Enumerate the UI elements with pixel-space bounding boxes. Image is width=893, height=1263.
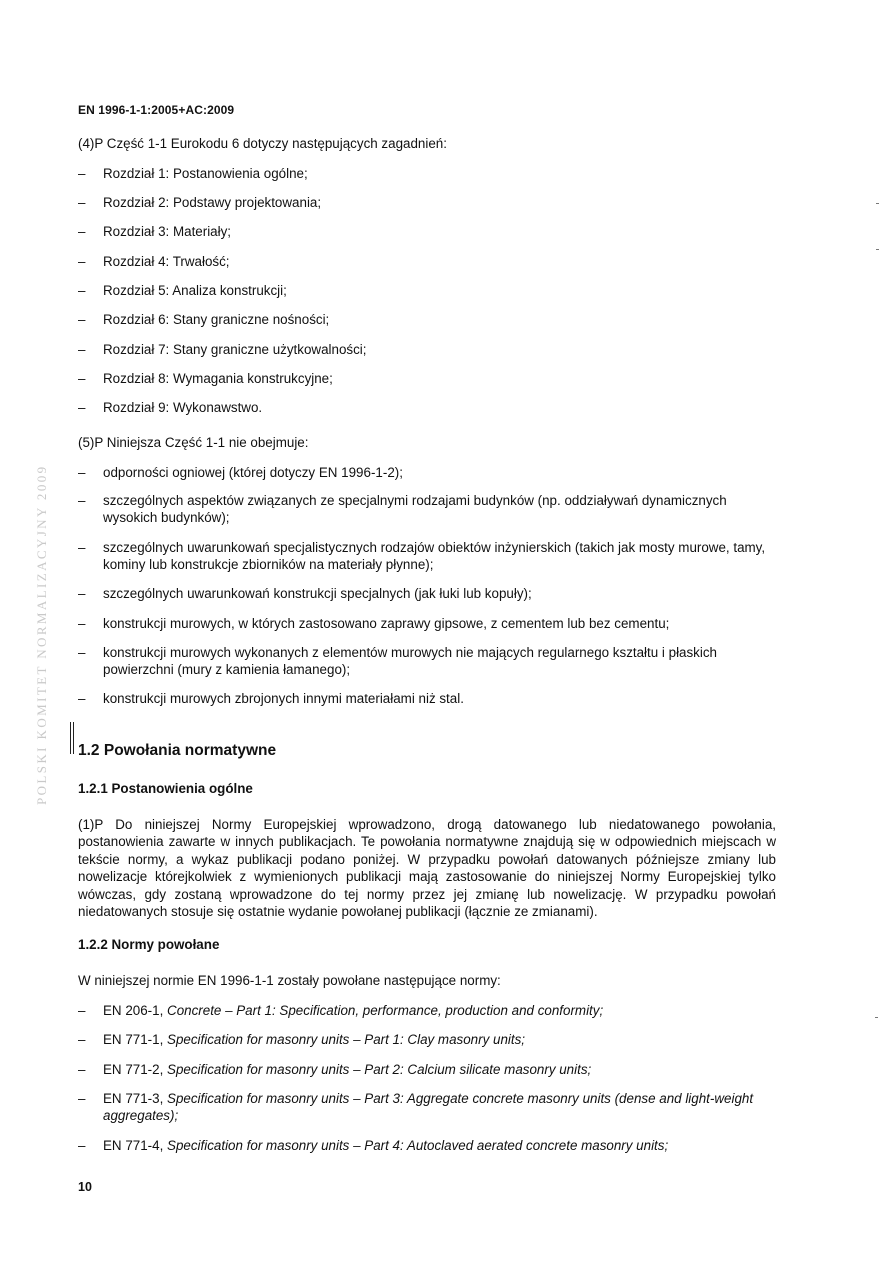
subsection-heading: 1.2.2 Normy powołane [78,937,220,952]
list-item-text: szczególnych aspektów związanych ze specjalnymi rodzajami budynków (np. oddziaływań dynamicznych wysokich budynków); [103,493,727,525]
exclusions-intro: (5)P Niniejsza Część 1-1 nie obejmuje: [78,435,309,450]
list-dash: – [78,166,86,181]
list-dash: – [78,371,86,386]
standard-code: EN 1996-1-1:2005+AC:2009 [78,103,235,117]
list-item-text: Rozdział 1: Postanowienia ogólne; [103,166,308,181]
list-dash: – [78,312,86,327]
page-number: 10 [78,1180,92,1194]
list-dash: – [78,1138,86,1153]
list-dash: – [78,465,86,480]
list-dash: – [78,1032,86,1047]
list-dash: – [78,283,86,298]
list-item-text: Rozdział 8: Wymagania konstrukcyjne; [103,371,333,386]
standard-title: Specification for masonry units – Part 1: Clay masonry units; [167,1032,526,1047]
list-dash: – [78,616,86,631]
scan-speck [876,203,879,204]
list-dash: – [78,1003,86,1018]
list-dash: – [78,254,86,269]
list-item-text: konstrukcji murowych zbrojonych innymi materiałami niż stal. [103,691,464,706]
list-item-text: Rozdział 9: Wykonawstwo. [103,400,263,415]
list-item-text: szczególnych uwarunkowań specjalistycznych rodzajów obiektów inżynierskich (takich jak mosty murowe, tamy, kominy lub konstrukcje zbiorników na materiały płynne); [103,540,766,572]
list-dash: – [78,645,86,660]
list-item-text: Rozdział 7: Stany graniczne użytkowalności; [103,342,367,357]
list-item-text: konstrukcji murowych, w których zastosowano zaprawy gipsowe, z cementem lub bez cementu; [103,616,670,631]
standard-number: EN 206-1, [103,1003,164,1018]
list-dash: – [78,691,86,706]
list-dash: – [78,493,86,508]
list-dash: – [78,540,86,555]
standard-title: Concrete – Part 1: Specification, performance, production and conformity; [167,1003,604,1018]
scan-speck [876,249,879,250]
list-dash: – [78,586,86,601]
scan-speck [875,1017,878,1018]
change-bar [70,722,74,754]
list-item-text: Rozdział 2: Podstawy projektowania; [103,195,322,210]
standard-number: EN 771-1, [103,1032,164,1047]
standard-title: Specification for masonry units – Part 3: Aggregate concrete masonry units (dense and light-weight aggregates); [103,1091,754,1123]
list-item-text: konstrukcji murowych wykonanych z elementów murowych nie mających regularnego kształtu i płaskich powierzchni (mury z kamienia łamanego); [103,645,717,677]
standard-title: Specification for masonry units – Part 2: Calcium silicate masonry units; [167,1062,592,1077]
standard-title: Specification for masonry units – Part 4: Autoclaved aerated concrete masonry units; [167,1138,669,1153]
list-dash: – [78,1091,86,1106]
list-dash: – [78,400,86,415]
section-heading: 1.2 Powołania normatywne [78,742,277,759]
list-dash: – [78,342,86,357]
subsection-heading: 1.2.1 Postanowienia ogólne [78,781,253,796]
watermark-text: POLSKI KOMITET NORMALIZACYJNY 2009 [34,464,49,805]
list-item-text: Rozdział 6: Stany graniczne nośności; [103,312,330,327]
list-dash: – [78,1062,86,1077]
list-dash: – [78,195,86,210]
list-item-text: Rozdział 3: Materiały; [103,224,232,239]
list-dash: – [78,224,86,239]
list-item-text: odporności ogniowej (której dotyczy EN 1996-1-2); [103,465,403,480]
standard-number: EN 771-4, [103,1138,164,1153]
list-item-text: szczególnych uwarunkowań konstrukcji specjalnych (jak łuki lub kopuły); [103,586,532,601]
standard-number: EN 771-2, [103,1062,164,1077]
standard-number: EN 771-3, [103,1091,164,1106]
list-item-text: Rozdział 4: Trwałość; [103,254,230,269]
scope-intro: (4)P Część 1-1 Eurokodu 6 dotyczy następujących zagadnień: [78,136,447,151]
general-provisions-paragraph: (1)P Do niniejszej Normy Europejskiej wprowadzono, drogą datowanego lub niedatowanego powołania, postanowienia zawarte w innych publikacjach. Te powołania normatywne znajdują się w odpowiednich miejscach w tekście normy, a wykaz publikacji podano poniżej. W przypadku powołań datowanych późniejsze zmiany lub nowelizacje którejkolwiek z wymienionych publikacji mają zastosowanie do niniejszej Normy Europejskiej tylko wówczas, gdy zostaną wprowadzone do tej normy przez jej zmianę lub nowelizację. W przypadku powołań niedatowanych stosuje się ostatnie wydanie powołanej publikacji (łącznie ze zmianami). [78,817,776,920]
list-item-text: Rozdział 5: Analiza konstrukcji; [103,283,287,298]
cited-standards-intro: W niniejszej normie EN 1996-1-1 zostały powołane następujące normy: [78,973,501,988]
